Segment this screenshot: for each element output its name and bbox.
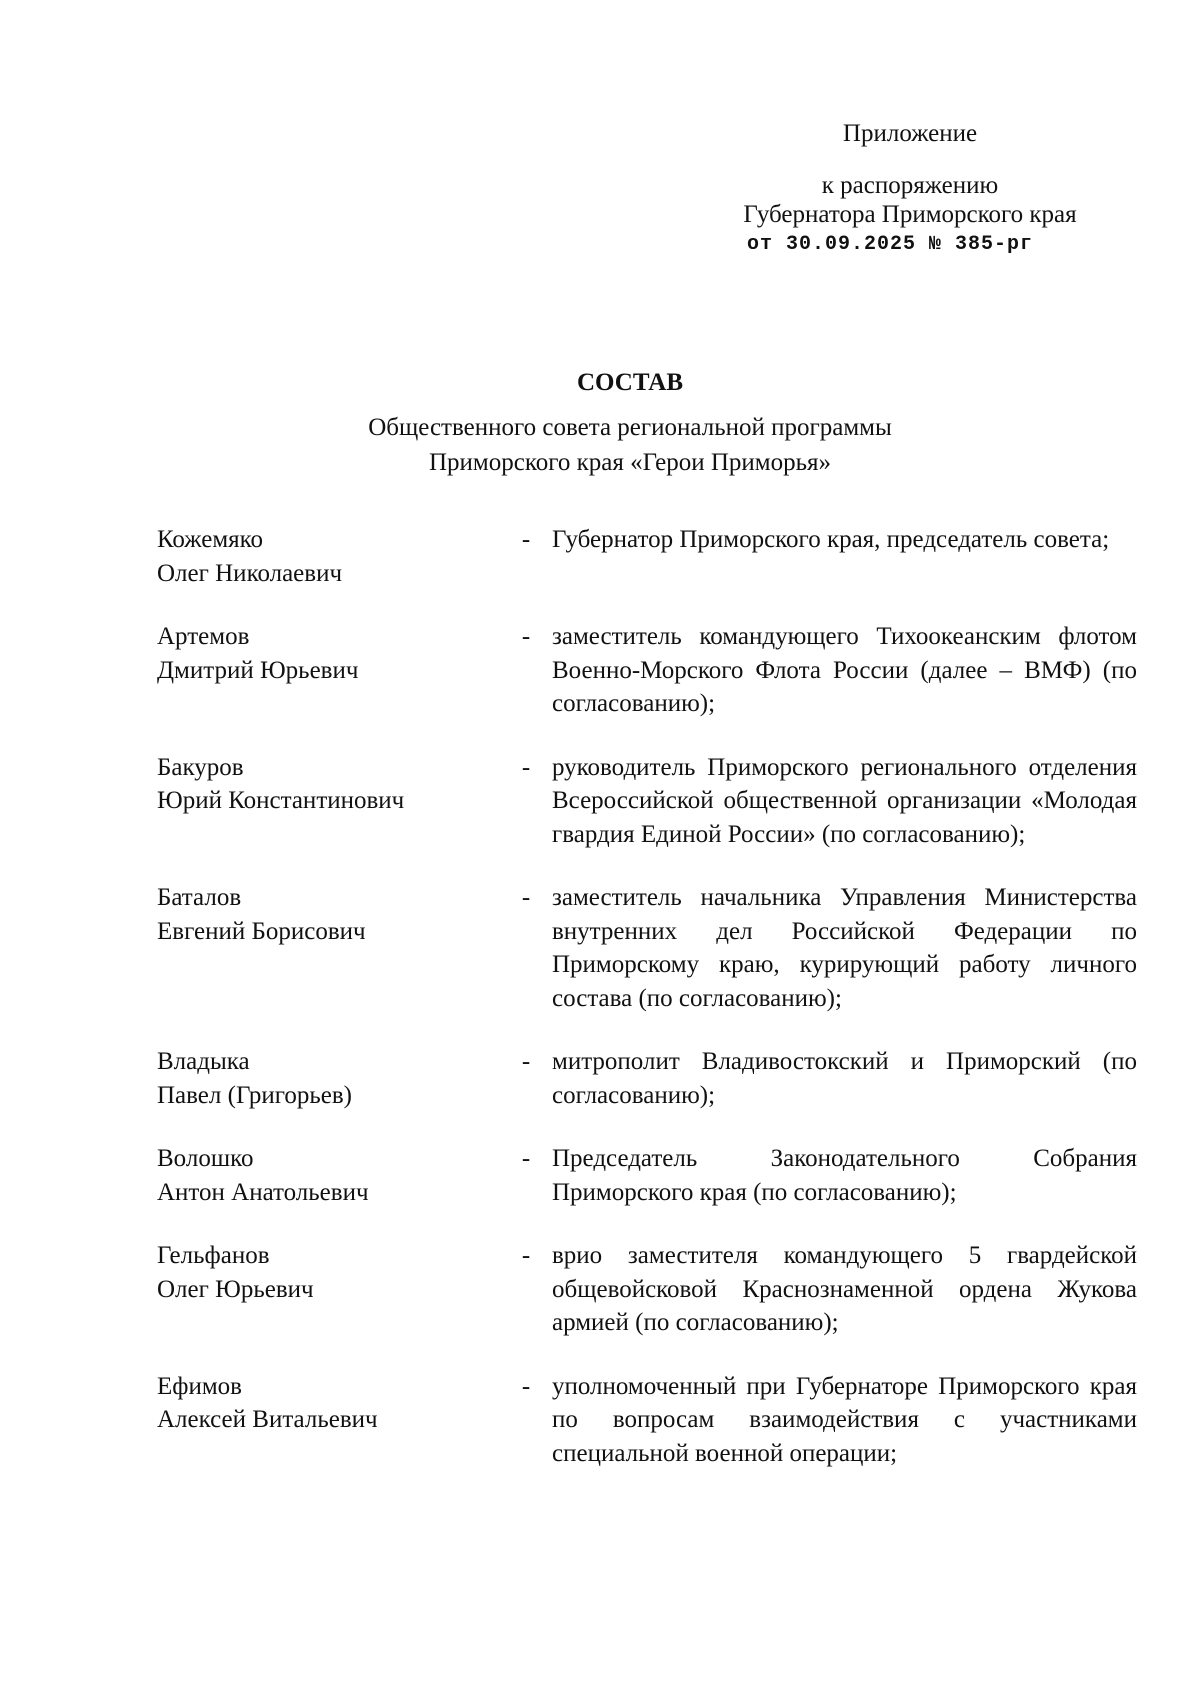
- document-title: СОСТАВ: [576, 369, 684, 396]
- member-given-name: Юрий Константинович: [157, 787, 405, 814]
- member-surname: Волошко: [157, 1145, 254, 1172]
- member-name: [157, 1370, 500, 1437]
- member-row: [157, 881, 1137, 1015]
- members-list: [157, 523, 1137, 1500]
- member-row: [157, 1370, 1137, 1471]
- member-surname: Ефимов: [157, 1372, 242, 1400]
- member-dash: -: [521, 1048, 531, 1075]
- member-name: [157, 881, 500, 948]
- member-row: [157, 1239, 1137, 1340]
- member-given-name: Антон Анатольевич: [157, 1178, 369, 1206]
- member-row: [157, 620, 1137, 721]
- member-name: [157, 1239, 500, 1306]
- member-name: [157, 620, 500, 687]
- member-surname: Баталов: [157, 884, 242, 911]
- appendix-title: Приложение: [842, 120, 978, 147]
- appendix-governor: Губернатора Приморского края: [743, 201, 1077, 228]
- member-name: [157, 1045, 500, 1112]
- member-surname: Бакуров: [157, 753, 244, 781]
- member-row: [157, 1142, 1137, 1209]
- member-role: Председатель Законодательного Собрания Приморского края (по согласованию);: [552, 1145, 1137, 1206]
- member-dash: -: [521, 1242, 531, 1269]
- member-surname: Владыка: [157, 1048, 250, 1075]
- member-given-name: Олег Юрьевич: [157, 1275, 314, 1303]
- member-dash: -: [521, 623, 531, 650]
- member-given-name: Евгений Борисович: [157, 917, 366, 945]
- member-given-name: Алексей Витальевич: [157, 1406, 378, 1433]
- member-name: [157, 1142, 500, 1209]
- member-role: уполномоченный при Губернаторе Приморского края по вопросам взаимодействия с участниками специальной военной операции;: [552, 1372, 1137, 1467]
- member-role: митрополит Владивостокский и Приморский (по согласованию);: [552, 1048, 1137, 1109]
- member-given-name: Олег Николаевич: [157, 559, 343, 587]
- member-given-name: Павел (Григорьев): [157, 1081, 352, 1109]
- member-dash: -: [521, 1372, 531, 1400]
- member-role: заместитель начальника Управления Министерства внутренних дел Российской Федерации по Приморскому краю, курирующий работу личного состава (по согласованию);: [552, 884, 1137, 1012]
- member-surname: Кожемяко: [157, 526, 264, 553]
- document-subtitle-line-2: Приморского края «Герои Приморья»: [428, 449, 832, 476]
- document-subtitle-line-1: Общественного совета региональной программы: [368, 414, 892, 441]
- member-surname: Артемов: [157, 623, 250, 650]
- appendix-to-order: к распоряжению: [821, 172, 999, 199]
- member-dash: -: [521, 753, 531, 781]
- member-role: Губернатор Приморского края, председатель совета;: [552, 526, 1110, 553]
- member-role: заместитель командующего Тихоокеанским флотом Военно-Морского Флота России (далее – ВМФ) (по согласованию);: [552, 623, 1137, 717]
- member-row: [157, 1045, 1137, 1112]
- member-dash: -: [521, 1145, 531, 1172]
- member-given-name: Дмитрий Юрьевич: [157, 656, 359, 684]
- member-name: [157, 523, 500, 590]
- appendix-order-number: от 30.09.2025 № 385-рг: [746, 233, 1034, 256]
- member-role: руководитель Приморского регионального отделения Всероссийской общественной организации «Молодая гвардия Единой России» (по согласованию);: [552, 753, 1137, 848]
- member-dash: -: [521, 526, 531, 553]
- member-dash: -: [521, 884, 531, 911]
- member-role: врио заместителя командующего 5 гвардейской общевойсковой Краснознаменной ордена Жукова армией (по согласованию);: [552, 1242, 1137, 1336]
- member-row: [157, 523, 1137, 590]
- member-surname: Гельфанов: [157, 1242, 270, 1269]
- member-name: [157, 751, 500, 818]
- member-row: [157, 751, 1137, 852]
